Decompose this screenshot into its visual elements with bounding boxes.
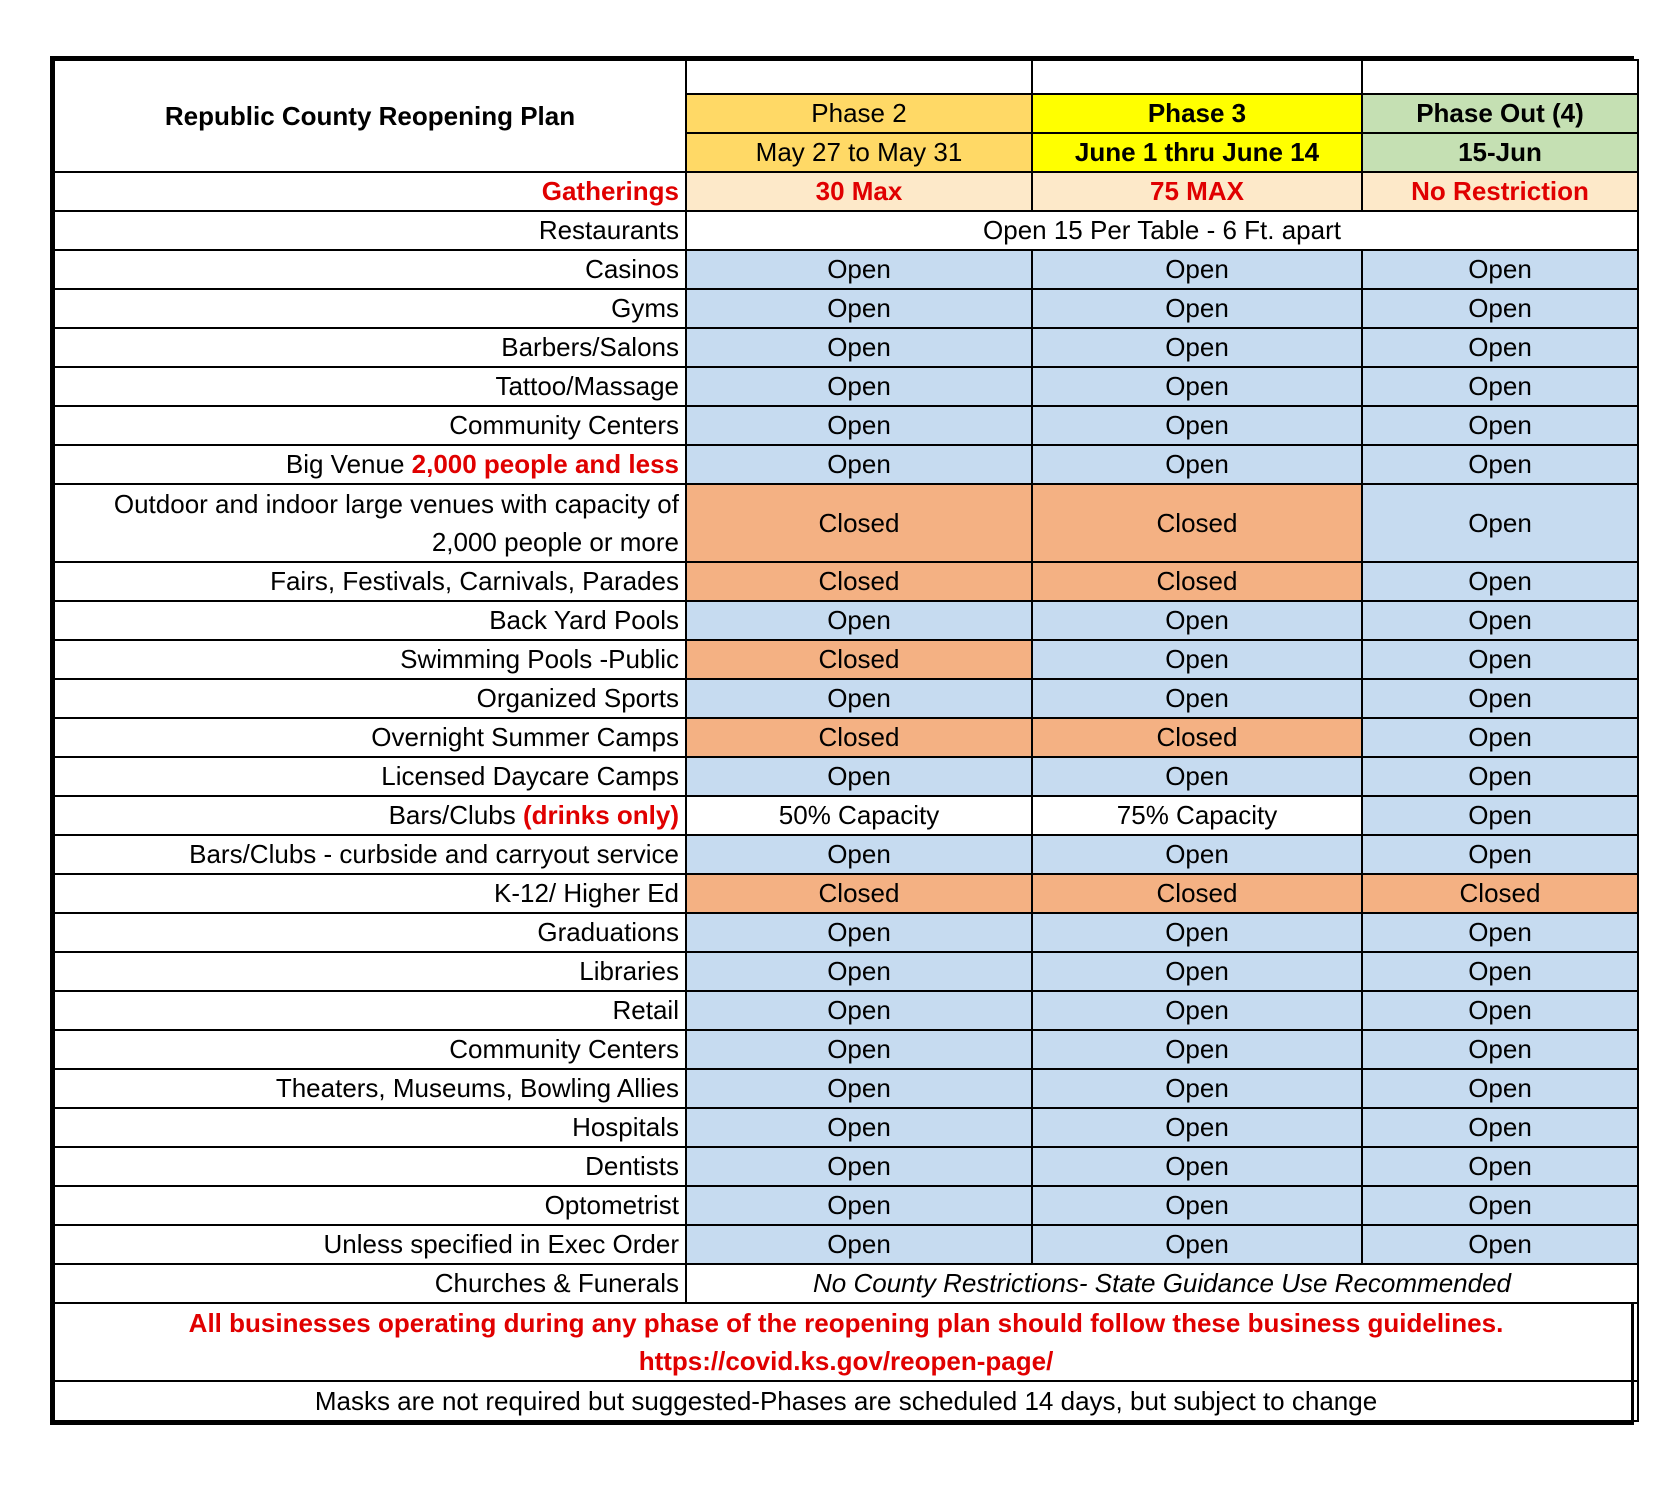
status-cell-phase-4: Open [1362, 289, 1638, 328]
row-label [54, 952, 686, 991]
status-cell-phase-2: Open [686, 328, 1032, 367]
restaurants-value: Open 15 Per Table - 6 Ft. apart [686, 211, 1638, 250]
table-row [54, 250, 1638, 289]
status-cell-phase-4: Open [1362, 796, 1638, 835]
gatherings-phase-4: No Restriction [1362, 172, 1638, 211]
row-label-text: Dentists [585, 1151, 679, 1181]
row-label-text: K-12/ Higher Ed [494, 878, 679, 908]
table-row [54, 679, 1638, 718]
table-row [54, 991, 1638, 1030]
row-label [54, 484, 686, 562]
status-cell-phase-3: Open [1032, 1108, 1362, 1147]
status-cell-phase-2: Open [686, 835, 1032, 874]
table-row [54, 562, 1638, 601]
table-row [54, 796, 1638, 835]
status-cell-phase-3: Open [1032, 913, 1362, 952]
table-row [54, 640, 1638, 679]
guidelines-text: All businesses operating during any phase of the reopening plan should follow these business guidelines. [188, 1308, 1504, 1338]
status-cell-phase-4: Open [1362, 601, 1638, 640]
gatherings-label: Gatherings [54, 172, 686, 211]
status-cell-phase-3: Open [1032, 991, 1362, 1030]
reopening-plan-table [50, 56, 1634, 1425]
phase-4-date: 15-Jun [1362, 133, 1638, 172]
row-label-text: Bars/Clubs [388, 800, 523, 830]
phase-2-date: May 27 to May 31 [686, 133, 1032, 172]
table-row [54, 328, 1638, 367]
status-cell-phase-2: Closed [686, 562, 1032, 601]
status-cell-phase-2: Closed [686, 484, 1032, 562]
status-cell-phase-3: Open [1032, 640, 1362, 679]
status-cell-phase-3: Open [1032, 328, 1362, 367]
phase-3-header: Phase 3 [1032, 94, 1362, 133]
row-label-text: Bars/Clubs - curbside and carryout service [189, 839, 679, 869]
row-label [54, 835, 686, 874]
table-row [54, 874, 1638, 913]
status-cell-phase-4: Open [1362, 1030, 1638, 1069]
row-label [54, 1030, 686, 1069]
row-label [54, 913, 686, 952]
status-cell-phase-2: Open [686, 952, 1032, 991]
status-cell-phase-4: Open [1362, 445, 1638, 484]
row-label-text: Theaters, Museums, Bowling Allies [275, 1073, 679, 1103]
status-cell-phase-4: Open [1362, 1069, 1638, 1108]
status-cell-phase-4: Open [1362, 640, 1638, 679]
status-cell-phase-3: Open [1032, 406, 1362, 445]
row-label-text: Retail [612, 995, 679, 1025]
row-label [54, 1108, 686, 1147]
status-cell-phase-3: 75% Capacity [1032, 796, 1362, 835]
table-row [54, 445, 1638, 484]
status-cell-phase-4: Open [1362, 757, 1638, 796]
status-cell-phase-3: Open [1032, 250, 1362, 289]
status-cell-phase-3: Open [1032, 289, 1362, 328]
row-label [54, 796, 686, 835]
row-label-text: Graduations [537, 917, 679, 947]
status-cell-phase-3: Closed [1032, 718, 1362, 757]
restaurants-label: Restaurants [54, 211, 686, 250]
row-label-text: Tattoo/Massage [495, 371, 679, 401]
status-cell-phase-2: Closed [686, 640, 1032, 679]
status-cell-phase-4: Closed [1362, 874, 1638, 913]
row-label-text: Gyms [611, 293, 679, 323]
status-cell-phase-4: Open [1362, 1225, 1638, 1264]
row-label-text: Casinos [585, 254, 679, 284]
guidelines-note [54, 1303, 1638, 1381]
table-row [54, 1108, 1638, 1147]
row-label-text: Optometrist [544, 1190, 679, 1220]
row-label-text: Outdoor and indoor large venues with capacity of 2,000 people or more [113, 489, 679, 557]
row-label [54, 445, 686, 484]
row-label [54, 562, 686, 601]
row-label [54, 367, 686, 406]
masks-note: Masks are not required but suggested-Phases are scheduled 14 days, but subject to change [54, 1381, 1638, 1421]
row-label-text: Unless specified in Exec Order [323, 1229, 679, 1259]
row-label-text: Community Centers [449, 1034, 679, 1064]
row-label-text: Hospitals [572, 1112, 679, 1142]
row-label [54, 640, 686, 679]
phase-3-date: June 1 thru June 14 [1032, 133, 1362, 172]
status-cell-phase-3: Open [1032, 1147, 1362, 1186]
row-label [54, 1147, 686, 1186]
row-label-text: Fairs, Festivals, Carnivals, Parades [270, 566, 679, 596]
row-label [54, 328, 686, 367]
row-label [54, 289, 686, 328]
status-cell-phase-3: Open [1032, 1030, 1362, 1069]
status-cell-phase-2: 50% Capacity [686, 796, 1032, 835]
row-label-highlight: (drinks only) [522, 800, 679, 830]
row-label-highlight: 2,000 people and less [411, 449, 679, 479]
status-cell-phase-4: Open [1362, 367, 1638, 406]
status-cell-phase-4: Open [1362, 718, 1638, 757]
status-cell-phase-2: Open [686, 250, 1032, 289]
status-cell-phase-3: Open [1032, 835, 1362, 874]
table-row [54, 601, 1638, 640]
status-cell-phase-4: Open [1362, 562, 1638, 601]
status-cell-phase-2: Open [686, 1030, 1032, 1069]
status-cell-phase-3: Open [1032, 952, 1362, 991]
status-cell-phase-4: Open [1362, 250, 1638, 289]
status-cell-phase-3: Open [1032, 1186, 1362, 1225]
table-row [54, 484, 1638, 562]
status-cell-phase-2: Open [686, 445, 1032, 484]
status-cell-phase-2: Open [686, 1147, 1032, 1186]
table-row [54, 913, 1638, 952]
table-row [54, 289, 1638, 328]
status-cell-phase-2: Open [686, 991, 1032, 1030]
status-cell-phase-2: Open [686, 1108, 1032, 1147]
table-row [54, 1030, 1638, 1069]
row-label-text: Licensed Daycare Camps [381, 761, 679, 791]
status-cell-phase-3: Open [1032, 757, 1362, 796]
table-row [54, 367, 1638, 406]
status-cell-phase-2: Open [686, 913, 1032, 952]
status-cell-phase-4: Open [1362, 1147, 1638, 1186]
row-label [54, 1069, 686, 1108]
row-label-text: Swimming Pools -Public [400, 644, 679, 674]
status-cell-phase-4: Open [1362, 1186, 1638, 1225]
row-label-text: Overnight Summer Camps [371, 722, 679, 752]
phase-4-header: Phase Out (4) [1362, 94, 1638, 133]
table-row [54, 757, 1638, 796]
status-cell-phase-2: Closed [686, 718, 1032, 757]
row-label-text: Back Yard Pools [489, 605, 679, 635]
table-row [54, 835, 1638, 874]
status-cell-phase-3: Closed [1032, 874, 1362, 913]
row-label [54, 406, 686, 445]
row-label-text: Organized Sports [476, 683, 679, 713]
status-cell-phase-2: Open [686, 679, 1032, 718]
row-label [54, 718, 686, 757]
row-label-text: Barbers/Salons [501, 332, 679, 362]
status-cell-phase-2: Closed [686, 874, 1032, 913]
status-cell-phase-3: Closed [1032, 484, 1362, 562]
status-cell-phase-3: Open [1032, 1069, 1362, 1108]
status-cell-phase-4: Open [1362, 913, 1638, 952]
status-cell-phase-4: Open [1362, 328, 1638, 367]
row-label [54, 757, 686, 796]
status-cell-phase-4: Open [1362, 991, 1638, 1030]
table-row [54, 1225, 1638, 1264]
phase-2-header: Phase 2 [686, 94, 1032, 133]
status-cell-phase-3: Open [1032, 367, 1362, 406]
status-cell-phase-4: Open [1362, 679, 1638, 718]
row-label [54, 679, 686, 718]
table-row [54, 406, 1638, 445]
churches-label: Churches & Funerals [54, 1264, 686, 1303]
churches-value: No County Restrictions- State Guidance Use Recommended [686, 1264, 1638, 1303]
row-label-text: Community Centers [449, 410, 679, 440]
table-row [54, 1147, 1638, 1186]
guidelines-link[interactable]: https://covid.ks.gov/reopen-page/ [638, 1346, 1054, 1376]
row-label [54, 1225, 686, 1264]
table-row [54, 952, 1638, 991]
status-cell-phase-2: Open [686, 1069, 1032, 1108]
row-label [54, 991, 686, 1030]
table-row [54, 1186, 1638, 1225]
status-cell-phase-2: Open [686, 1225, 1032, 1264]
table-row [54, 718, 1638, 757]
status-cell-phase-2: Open [686, 289, 1032, 328]
status-cell-phase-4: Open [1362, 406, 1638, 445]
table-row [54, 1069, 1638, 1108]
status-cell-phase-2: Open [686, 1186, 1032, 1225]
status-cell-phase-2: Open [686, 367, 1032, 406]
row-label [54, 874, 686, 913]
status-cell-phase-2: Open [686, 601, 1032, 640]
status-cell-phase-4: Open [1362, 1108, 1638, 1147]
status-cell-phase-3: Open [1032, 601, 1362, 640]
status-cell-phase-3: Open [1032, 1225, 1362, 1264]
page-title: Republic County Reopening Plan [54, 60, 686, 172]
status-cell-phase-3: Open [1032, 679, 1362, 718]
status-cell-phase-3: Closed [1032, 562, 1362, 601]
row-label [54, 250, 686, 289]
row-label-text: Libraries [579, 956, 679, 986]
row-label [54, 601, 686, 640]
status-cell-phase-2: Open [686, 757, 1032, 796]
status-cell-phase-3: Open [1032, 445, 1362, 484]
gatherings-phase-2: 30 Max [686, 172, 1032, 211]
status-cell-phase-2: Open [686, 406, 1032, 445]
status-cell-phase-4: Open [1362, 835, 1638, 874]
status-cell-phase-4: Open [1362, 484, 1638, 562]
status-cell-phase-4: Open [1362, 952, 1638, 991]
gatherings-phase-3: 75 MAX [1032, 172, 1362, 211]
row-label-text: Big Venue [285, 449, 412, 479]
row-label [54, 1186, 686, 1225]
